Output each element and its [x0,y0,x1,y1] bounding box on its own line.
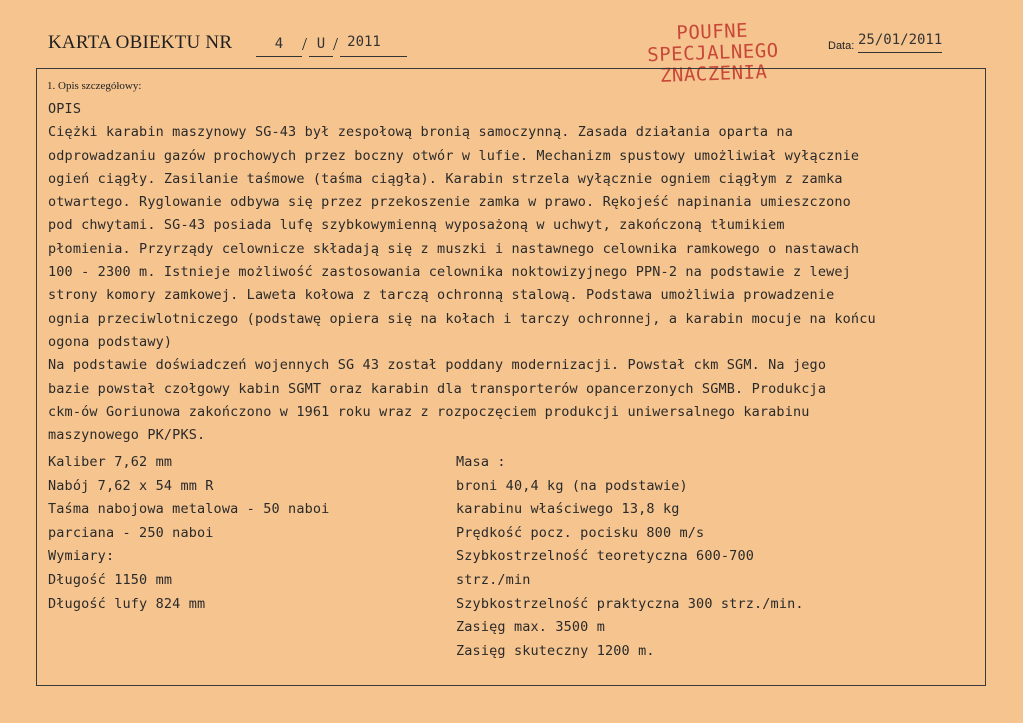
description-line: maszynowego PK/PKS. [48,427,206,444]
card-title: KARTA OBIEKTU NR [48,32,233,53]
series-underline [309,56,333,57]
date-underline [858,52,942,53]
description-text [48,98,978,447]
description-line: bazie powstał czołgowy kabin SGMT oraz karabin dla transporterów opancerzonych SGMB. Produkcja [48,380,827,397]
spec-line: Długość 1150 mm [48,571,173,588]
object-series: U [316,36,326,52]
spec-line: Zasięg max. 3500 m [456,619,605,636]
stamp-line: SPECJALNEGO [646,39,779,67]
description-line: odprowadzaniu gazów prochowych przez boczny otwór w lufie. Mechanizm spustowy umożliwiał wyłącznie [48,147,860,164]
specs-left-column [48,451,329,616]
number-underline [256,56,302,57]
description-line: strony komory zamkowej. Laweta kołowa z tarczą ochronną stalową. Podstawa umożliwia prowadzenie [48,287,835,304]
description-line: OPIS [48,101,82,117]
spec-line: Taśma nabojowa metalowa - 50 naboi [48,501,330,518]
spec-line: broni 40,4 kg (na podstawie) [456,477,688,494]
year-underline [340,56,407,57]
spec-line: Długość lufy 824 mm [48,595,206,612]
spec-line: Szybkostrzelność teoretyczna 600-700 [456,548,754,565]
date-value: 25/01/2011 [858,32,943,48]
description-line: Ciężki karabin maszynowy SG-43 był zespołową bronią samoczynną. Zasada działania oparta na [48,124,793,141]
object-number: 4 [274,36,284,52]
spec-line: karabinu właściwego 13,8 kg [456,501,680,518]
spec-line: Prędkość pocz. pocisku 800 m/s [456,524,705,541]
description-line: płomienia. Przyrządy celownicze składają się z muszki i nastawnego celownika ramkowego o nastawach [48,240,860,257]
spec-line: Masa : [456,454,506,470]
description-line: 100 - 2300 m. Istnieje możliwość zastosowania celownika noktowizyjnego PPN-2 na podstawie z lewej [48,264,851,281]
slash-separator: / [302,34,308,54]
description-line: Na podstawie doświadczeń wojennych SG 43 został poddany modernizacji. Powstał ckm SGM. Na jego [48,357,827,374]
description-line: ckm-ów Goriunowa zakończono w 1961 roku wraz z rozpoczęciem produkcji uniwersalnego karabinu [48,403,810,420]
spec-line: Szybkostrzelność praktyczna 300 strz./min. [456,595,804,612]
spec-line: Nabój 7,62 x 54 mm R [48,477,214,494]
description-line: otwartego. Ryglowanie odbywa się przez przekoszenie zamka w prawo. Rękojeść napinania umieszczono [48,194,851,211]
stamp-line: ZNACZENIA [659,61,768,87]
description-line: ogona podstawy) [48,333,173,350]
description-line: pod chwytami. SG-43 posiada lufę szybkowymienną wyposażoną w uchwyt, zakończoną tłumikiem [48,217,785,234]
spec-line: parciana - 250 naboi [48,524,214,541]
description-line: ognia przeciwlotniczego (podstawę opiera się na kołach i tarczy ochronnej, a karabin mocuje na końcu [48,310,876,327]
object-year: 2011 [347,34,381,50]
date-label: Data: [828,40,855,52]
stamp-line: POUFNE [676,19,749,45]
spec-line: Kaliber 7,62 mm [48,454,173,470]
spec-line: Zasięg skuteczny 1200 m. [456,642,655,659]
spec-line: Wymiary: [48,548,115,565]
slash-separator: / [333,34,339,54]
specs-right-column [456,451,804,663]
spec-line: strz./min [456,571,531,588]
description-line: ogień ciągły. Zasilanie taśmowe (taśma ciągła). Karabin strzela wyłącznie ogniem ciągłym z zamka [48,170,843,187]
section-label: 1. Opis szczegółowy: [47,80,142,92]
